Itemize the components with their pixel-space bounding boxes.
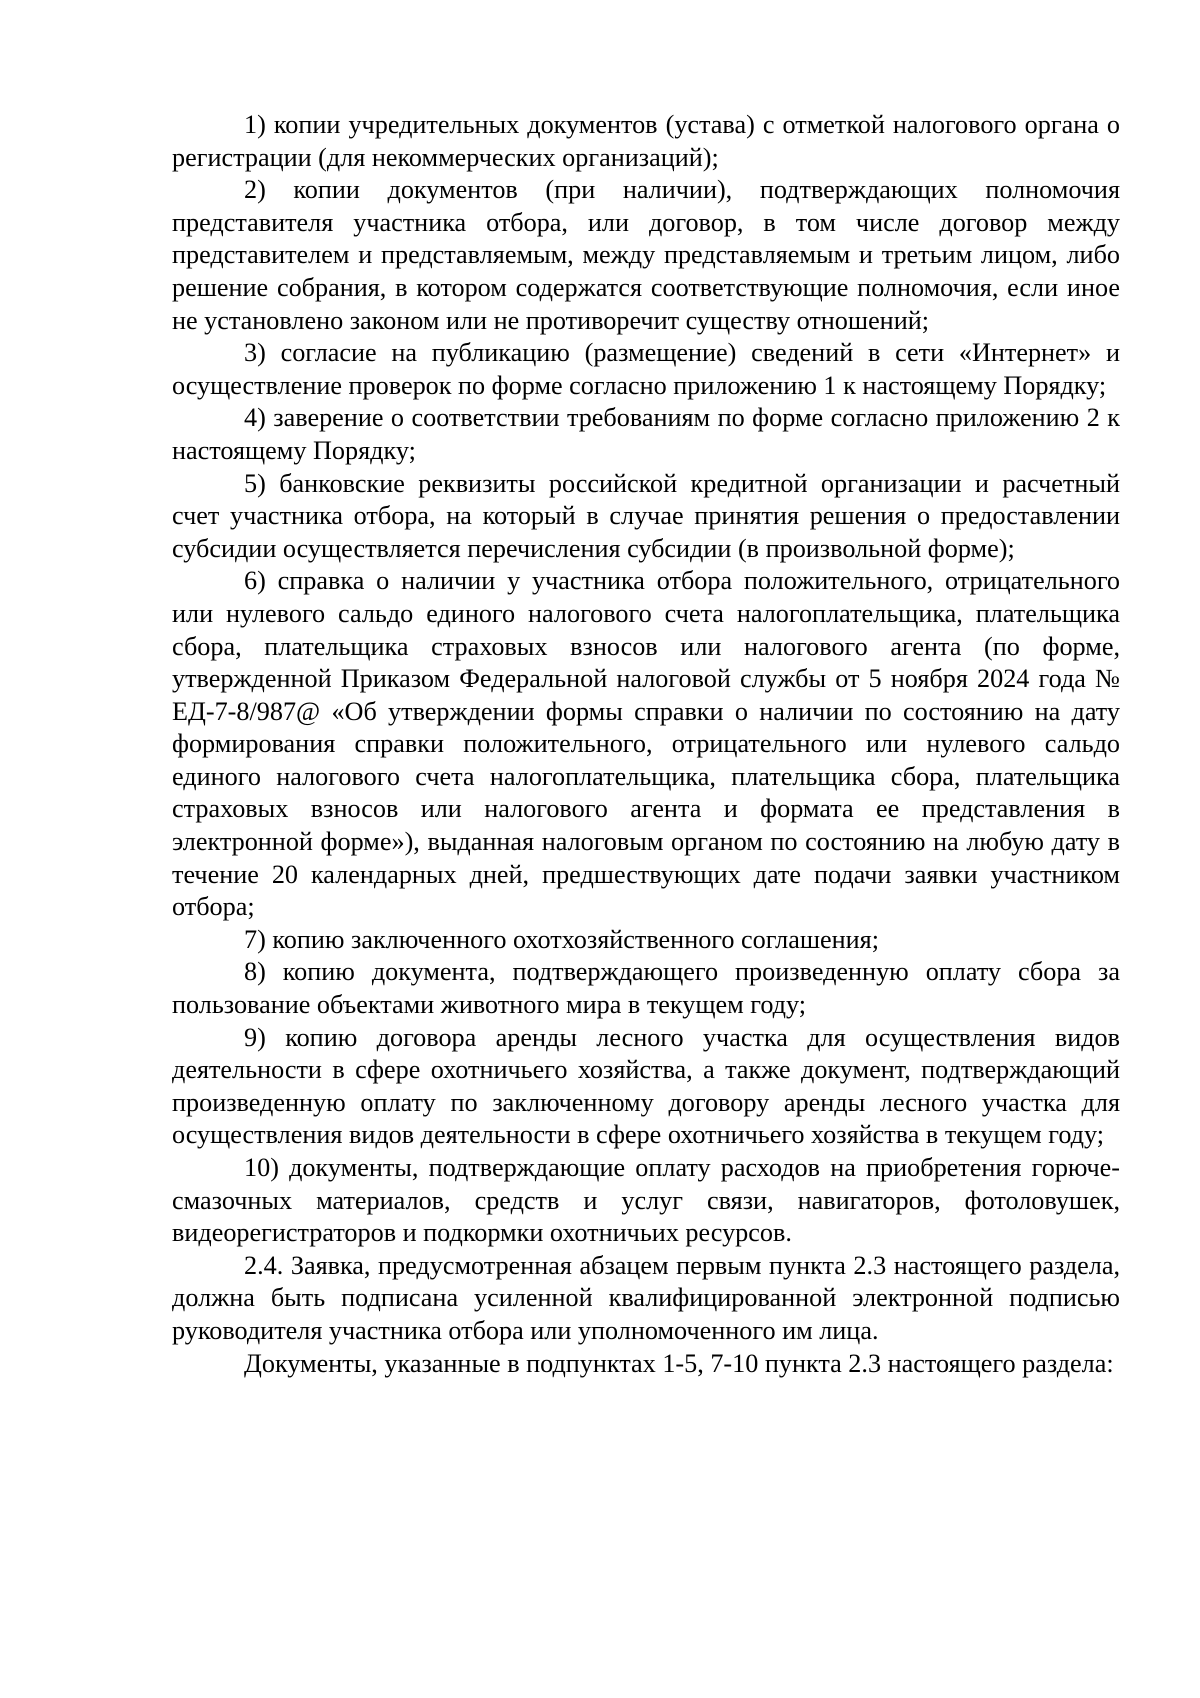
paragraph-item-9: 9) копию договора аренды лесного участка для осуществления видов деятельности в сфере охотничьего хозяйства, а также документ, подтверждающий произведенную оплату по заключенному договору аренды лесного участка для осуществления видов деятельности в сфере охотничьего хозяйства в текущем году; [172, 1022, 1120, 1150]
paragraph-item-10: 10) документы, подтверждающие оплату расходов на приобретения горюче-смазочных материалов, средств и услуг связи, навигаторов, фотоловушек, видеорегистраторов и подкормки охотничьих ресурсов. [172, 1153, 1120, 1248]
paragraph-item-7: 7) копию заключенного охотхозяйственного соглашения; [244, 924, 879, 954]
paragraph-item-8: 8) копию документа, подтверждающего произведенную оплату сбора за пользование объектами животного мира в текущем году; [172, 957, 1120, 1020]
paragraph-item-6: 6) справка о наличии у участника отбора положительного, отрицательного или нулевого сальдо единого налогового счета налогоплательщика, плательщика сбора, плательщика страховых взносов или налогового агента (по форме, утвержденной Приказом Федеральной налоговой службы от 5 ноября 2024 года № ЕД-7-8/987@ «Об утверждении формы справки о наличии по состоянию на дату формирования справки положительного, отрицательного или нулевого сальдо единого налогового счета налогоплательщика, плательщика сбора, плательщика страховых взносов или налогового агента и формата ее представления в электронной форме»), выданная налоговым органом по состоянию на любую дату в течение 20 календарных дней, предшествующих дате подачи заявки участником отбора; [172, 566, 1120, 922]
paragraph-item-5: 5) банковские реквизиты российской кредитной организации и расчетный счет участника отбора, на который в случае принятия решения о предоставлении субсидии осуществляется перечисления субсидии (в произвольной форме); [172, 468, 1120, 563]
paragraph-item-1: 1) копии учредительных документов (устава) с отметкой налогового органа о регистрации (для некоммерческих организаций); [172, 110, 1120, 172]
paragraph-item-2: 2) копии документов (при наличии), подтверждающих полномочия представителя участника отбора, или договор, в том числе договор между представителем и представляемым, между представляемым и третьим лицом, либо решение собрания, в котором содержатся соответствующие полномочия, если иное не установлено законом или не противоречит существу отношений; [172, 175, 1120, 335]
paragraph-documents-intro: Документы, указанные в подпунктах 1-5, 7-10 пункта 2.3 настоящего раздела: [244, 1348, 1114, 1378]
document-page [172, 109, 1120, 1380]
paragraph-section-2-4: 2.4. Заявка, предусмотренная абзацем первым пункта 2.3 настоящего раздела, должна быть подписана усиленной квалифицированной электронной подписью руководителя участника отбора или уполномоченного им лица. [172, 1250, 1120, 1345]
paragraph-item-3: 3) согласие на публикацию (размещение) сведений в сети «Интернет» и осуществление проверок по форме согласно приложению 1 к настоящему Порядку; [172, 338, 1120, 400]
paragraph-item-4: 4) заверение о соответствии требованиям по форме согласно приложению 2 к настоящему Порядку; [172, 403, 1120, 465]
